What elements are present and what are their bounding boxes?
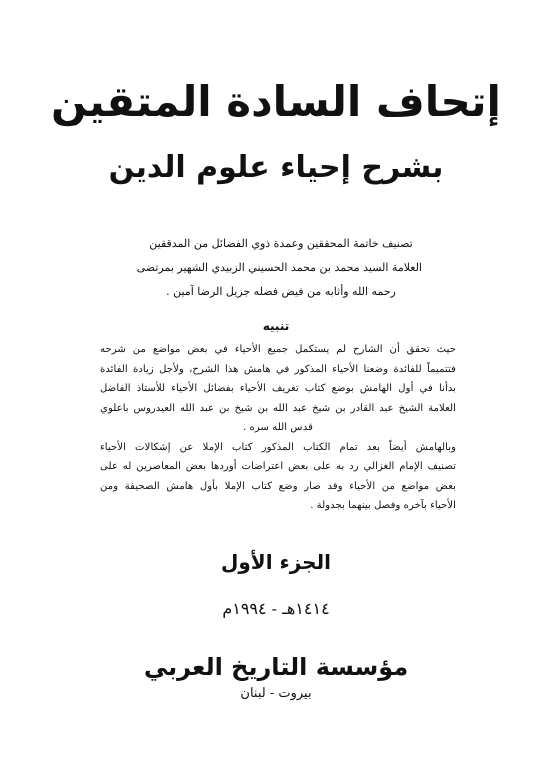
notice-line: حيث تحقق أن الشارح لم يستكمل جميع الأحياء في بعض مواضع من شرحه [100, 344, 456, 355]
notice-line: تصنيف الإمام الغزالي رد به على بعض اعتراضات أوردها بعض المعاصرين له على [100, 461, 456, 472]
notice-body [100, 340, 456, 516]
notice-line: بعض مواضع من الأحياء وقد صار وضع كتاب الإملا بأول هامش الصحيفة ومن [100, 480, 456, 492]
book-title: إتحاف السادة المتقين [51, 77, 501, 126]
notice-line: الأحياء بآخره وفصل بينهما بجدولة . [310, 500, 456, 511]
notice-line: وبالهامش أيضاً بعد تمام الكتاب المذكور كتاب الإملا عن إشكالات الأحياء [100, 441, 456, 453]
publisher-city: بيروت - لبنان [240, 686, 312, 701]
volume-label: الجزء الأول [221, 550, 331, 574]
notice-line: قدس الله سره . [243, 422, 313, 433]
author-line: تصنيف خاتمة المحققين وعمدة ذوي الفضائل من المدققين [149, 237, 413, 250]
notice-line: العلامة الشيخ عبد القادر بن شيخ عبد الله بن شيخ بن عبد الله العيدروس باعلوي [100, 402, 456, 414]
author-line: رحمه الله وأثابه من فيض فضله جزيل الرضا آمين . [166, 285, 396, 298]
notice-heading: تنبيه [262, 319, 290, 333]
publication-date: ١٤١٤هـ - ١٩٩٤م [222, 599, 330, 618]
notice-line: فتتميماً للفائدة وضعنا الأحياء المذكور في هامش هذا الشرح، ولأجل زيادة الفائدة [100, 363, 456, 375]
book-subtitle: بشرح إحياء علوم الدين [108, 150, 444, 185]
notice-line: بدأنا في أول الهامش بوضع كتاب تعريف الأحياء بفضائل الأحياء للأستاذ الفاضل [100, 383, 456, 394]
author-line: العلامة السيد محمد بن محمد الحسيني الزبيدي الشهير بمرتضى [136, 261, 422, 274]
publisher-name: مؤسسة التاريخ العربي [143, 653, 409, 681]
author-block [136, 232, 422, 304]
